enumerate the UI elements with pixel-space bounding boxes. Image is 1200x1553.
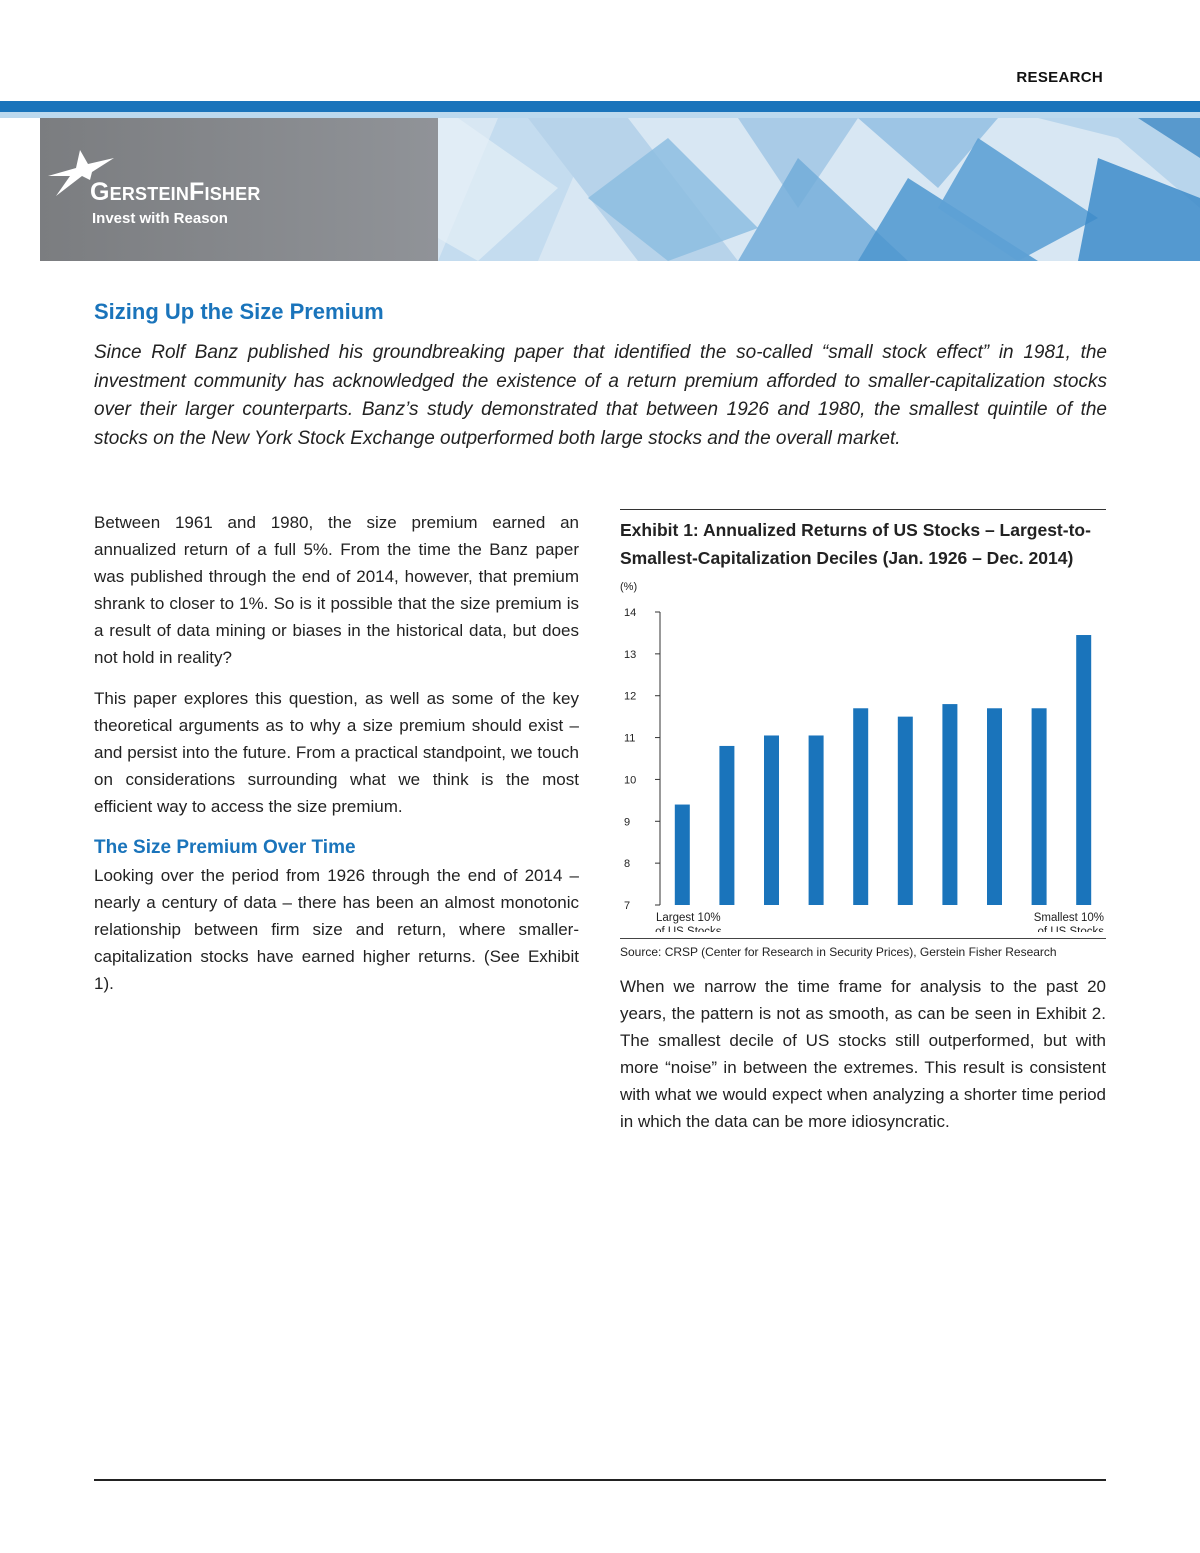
footer-rule <box>94 1479 1106 1481</box>
header-banner <box>40 118 1200 261</box>
x-label-smallest-line1: Smallest 10% <box>1033 912 1104 924</box>
y-tick-label: 9 <box>624 816 631 829</box>
y-tick-label: 8 <box>624 858 631 871</box>
y-tick-label: 13 <box>624 648 637 661</box>
bar-decile-9 <box>1032 708 1047 905</box>
bar-decile-3 <box>764 735 779 905</box>
y-tick-label: 11 <box>624 732 636 745</box>
banner-pattern <box>438 118 1200 261</box>
section-label: RESEARCH <box>1016 69 1103 86</box>
bar-decile-4 <box>809 735 824 905</box>
y-tick-label: 14 <box>624 607 637 619</box>
bar-decile-7 <box>942 704 957 905</box>
body-paragraph-1: Between 1961 and 1980, the size premium earned an annualized return of a full 5%. From the time the Banz paper was published through the end of 2014, however, that premium shrank to closer to 1%. So is it possible that the size premium is a result of data mining or biases in the historical data, but does not hold in reality? <box>94 513 579 667</box>
left-column <box>94 509 579 1011</box>
body-paragraph-2: This paper explores this question, as well as some of the key theoretical arguments as to why a size premium should exist – and persist into the future. From a practical standpoint, we touch on considerations surrounding what we think is the most efficient way to access the size premium. <box>94 689 579 816</box>
y-tick-label: 10 <box>624 774 637 787</box>
body-paragraph-4: When we narrow the time frame for analysis to the past 20 years, the pattern is not as smooth, as can be seen in Exhibit 2. The smallest decile of US stocks still outperformed, but with more “noise” in between the extremes. This result is consistent with what we would expect when analyzing a shorter time period in which the data can be more idiosyncratic. <box>620 977 1106 1131</box>
bar-decile-5 <box>853 708 868 905</box>
chart-container <box>620 572 1106 932</box>
y-axis-label: (%) <box>620 581 638 593</box>
intro-paragraph: Since Rolf Banz published his groundbreaking paper that identified the so-called “small stock effect” in 1981, the investment community has acknowledged the existence of a return premium afforded to smaller-capitalization stocks over their larger counterparts. Banz’s study demonstrated that between 1926 and 1980, the smallest quintile of the stocks on the New York Stock Exchange outperformed both large stocks and the overall market. <box>94 342 1107 449</box>
bar-decile-1 <box>675 805 690 905</box>
bar-decile-8 <box>987 708 1002 905</box>
exhibit-rule <box>620 509 1106 510</box>
bar-decile-2 <box>719 746 734 905</box>
x-label-smallest-line2: of US Stocks <box>1037 926 1104 932</box>
exhibit-title: Exhibit 1: Annualized Returns of US Stocks – Largest-to-Smallest-Capitalization Deciles (Jan. 1926 – Dec. 2014) <box>620 520 1091 568</box>
bar-decile-6 <box>898 717 913 905</box>
bar-chart <box>620 572 1106 932</box>
x-label-largest-line2: of US Stocks <box>655 926 722 932</box>
right-column <box>620 509 1106 1135</box>
exhibit-source: Source: CRSP (Center for Research in Security Prices), Gerstein Fisher Research <box>620 938 1106 959</box>
banner-logo-panel <box>40 118 438 261</box>
bar-decile-10 <box>1076 635 1091 905</box>
body-paragraph-3: Looking over the period from 1926 through the end of 2014 – nearly a century of data – there has been an almost monotonic relationship between firm size and return, where smaller-capitalization stocks have earned higher returns. (See Exhibit 1). <box>94 866 579 993</box>
page-title: Sizing Up the Size Premium <box>94 299 384 324</box>
section-heading: The Size Premium Over Time <box>94 837 356 858</box>
header-rule <box>0 101 1200 112</box>
brand-tagline: Invest with Reason <box>92 210 228 227</box>
y-tick-label: 12 <box>624 690 637 703</box>
y-tick-label: 7 <box>624 900 631 912</box>
x-label-largest-line1: Largest 10% <box>656 912 721 924</box>
brand-name: GersteinFisher <box>90 178 261 206</box>
